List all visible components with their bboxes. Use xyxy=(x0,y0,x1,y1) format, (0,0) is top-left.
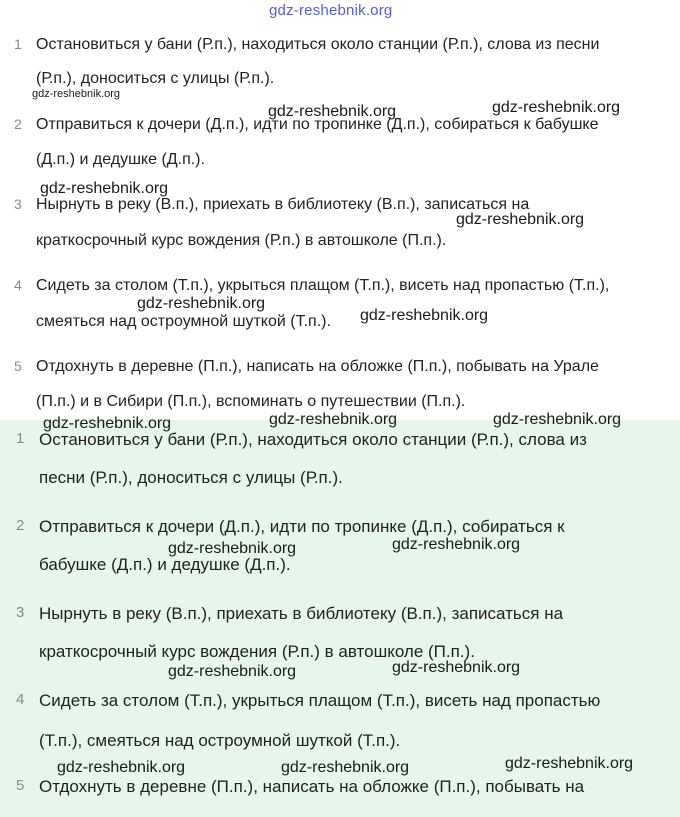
item-line: песни (Р.п.), доноситься с улицы (Р.п.). xyxy=(39,468,343,487)
watermark: gdz-reshebnik.org xyxy=(456,211,585,228)
item-line: Отправиться к дочери (Д.п.), идти по тропинке (Д.п.), собираться к xyxy=(39,517,565,536)
item-line: (Д.п.) и дедушке (Д.п.). xyxy=(36,151,205,168)
watermark: gdz-reshebnik.org xyxy=(493,411,622,428)
item-number: 5 xyxy=(14,358,22,374)
item-line: смеяться над остроумной шуткой (Т.п.). xyxy=(36,313,331,330)
item-line: (П.п.) и в Сибири (П.п.), вспоминать о путешествии (П.п.). xyxy=(36,393,466,410)
item-number: 2 xyxy=(16,517,25,534)
watermark: gdz-reshebnik.org xyxy=(168,540,297,557)
watermark: gdz-reshebnik.org xyxy=(40,180,169,197)
watermark: gdz-reshebnik.org xyxy=(137,295,266,312)
watermark: gdz-reshebnik.org xyxy=(281,759,410,776)
item-number: 3 xyxy=(14,196,22,212)
item-line: Отправиться к дочери (Д.п.), идти по тропинке (Д.п.), собираться к бабушке xyxy=(36,116,599,133)
item-line: (Т.п.), смеяться над остроумной шуткой (Т.п.). xyxy=(39,731,401,750)
item-line: Остановиться у бани (Р.п.), находиться около станции (Р.п.), слова из xyxy=(39,430,587,449)
item-line: Сидеть за столом (Т.п.), укрыться плащом (Т.п.), висеть над пропастью (Т.п.), xyxy=(36,277,610,294)
watermark: gdz-reshebnik.org xyxy=(32,88,121,100)
watermark: gdz-reshebnik.org xyxy=(492,99,621,116)
item-number: 4 xyxy=(16,691,25,708)
item-line: Нырнуть в реку (В.п.), приехать в библиотеку (В.п.), записаться на xyxy=(39,604,564,623)
watermark: gdz-reshebnik.org xyxy=(505,755,634,772)
item-number: 5 xyxy=(16,777,25,794)
item-line: краткосрочный курс вождения (Р.п.) в автошколе (П.п.). xyxy=(39,642,475,661)
item-line: краткосрочный курс вождения (Р.п.) в автошколе (П.п.). xyxy=(36,232,447,249)
item-line: (Р.п.), доноситься с улицы (Р.п.). xyxy=(36,70,275,87)
watermark: gdz-reshebnik.org xyxy=(392,536,521,553)
item-number: 2 xyxy=(14,116,22,132)
watermark: gdz-reshebnik.org xyxy=(57,759,186,776)
watermark: gdz-reshebnik.org xyxy=(392,659,521,676)
item-number: 1 xyxy=(16,430,25,447)
watermark: gdz-reshebnik.org xyxy=(43,415,172,432)
watermark: gdz-reshebnik.org xyxy=(268,103,397,120)
item-line: Отдохнуть в деревне (П.п.), написать на обложке (П.п.), побывать на xyxy=(39,777,585,796)
watermark: gdz-reshebnik.org xyxy=(269,411,398,428)
watermark: gdz-reshebnik.org xyxy=(360,307,489,324)
item-line: Остановиться у бани (Р.п.), находиться около станции (Р.п.), слова из песни xyxy=(36,36,600,53)
item-line: бабушке (Д.п.) и дедушке (Д.п.). xyxy=(39,555,291,574)
item-line: Отдохнуть в деревне (П.п.), написать на обложке (П.п.), побывать на Урале xyxy=(36,358,599,375)
item-number: 1 xyxy=(14,36,22,52)
watermark: gdz-reshebnik.org xyxy=(168,663,297,680)
item-number: 3 xyxy=(16,604,25,621)
item-line: Сидеть за столом (Т.п.), укрыться плащом (Т.п.), висеть над пропастью xyxy=(39,691,601,710)
item-line: Нырнуть в реку (В.п.), приехать в библиотеку (В.п.), записаться на xyxy=(36,196,530,213)
item-number: 4 xyxy=(14,277,22,293)
header-watermark: gdz-reshebnik.org xyxy=(269,2,393,19)
